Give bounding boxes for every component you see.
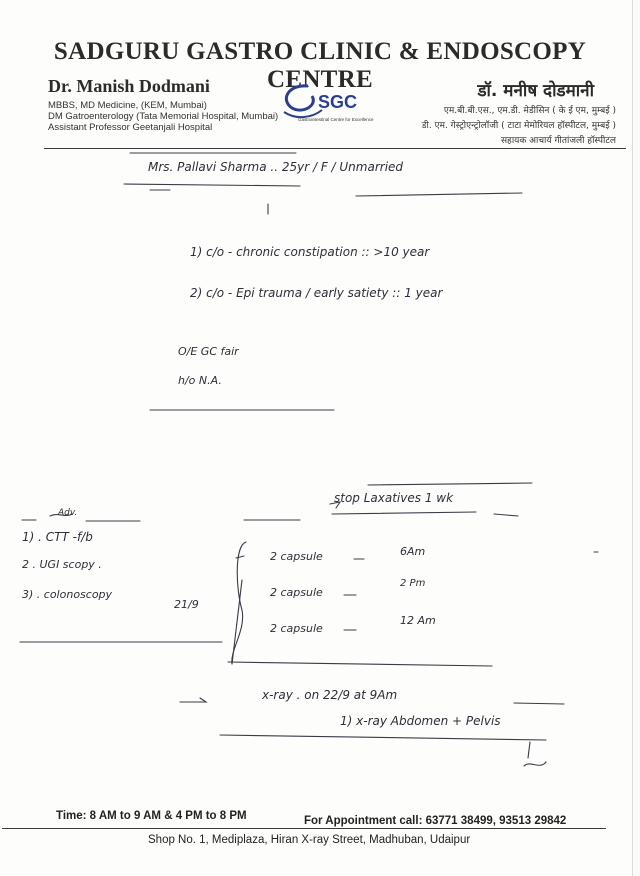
xray-detail: 1) x-ray Abdomen + Pelvis: [340, 714, 501, 728]
instruction-line: stop Laxatives 1 wk: [334, 491, 454, 505]
schedule-dose: 2 capsule: [270, 622, 323, 635]
clinic-hours: Time: 8 AM to 9 AM & 4 PM to 8 PM: [56, 810, 247, 822]
appointment-contact: For Appointment call: 63771 38499, 93513 29842: [304, 815, 567, 827]
schedule-time: 2 Pm: [400, 578, 426, 589]
footer-divider: [2, 828, 606, 829]
clinic-title: SADGURU GASTRO CLINIC & ENDOSCOPY CENTRE: [53, 38, 587, 93]
schedule-dose: 2 capsule: [270, 586, 323, 599]
complaint-line: 1) c/o - chronic constipation :: >10 year: [190, 245, 430, 259]
xray-line: x-ray . on 22/9 at 9Am: [262, 688, 398, 702]
complaint-line: 2) c/o - Epi trauma / early satiety :: 1 year: [190, 286, 443, 300]
exam-line: h/o N.A.: [178, 374, 222, 387]
test-line: 2 . UGI scopy .: [22, 558, 102, 571]
advice-title: Adv.: [58, 508, 78, 518]
doctor-name: Dr. Manish Dodmani: [48, 76, 210, 96]
logo-tagline: Gastrointestinal Centre for Excellence: [298, 117, 374, 122]
clinic-address: Shop No. 1, Mediplaza, Hiran X-ray Street, Madhuban, Udaipur: [148, 834, 471, 846]
exam-line: O/E GC fair: [178, 345, 239, 358]
doctor-name-hindi: डॉ. मनीष दोडमानी: [477, 81, 594, 101]
clinic-logo: [278, 80, 388, 126]
test-line: 1) . CTT -f/b: [22, 530, 93, 544]
test-line: 3) . colonoscopy: [22, 588, 113, 601]
patient-line: Mrs. Pallavi Sharma .. 25yr / F / Unmarried: [148, 160, 404, 174]
header-divider: [44, 148, 626, 149]
schedule-dose: 2 capsule: [270, 550, 323, 563]
qualification-line: MBBS, MD Medicine, (KEM, Mumbai): [48, 100, 207, 111]
qualification-hindi-line: एम.बी.बी.एस., एम.डी. मेडीसिन ( के ई एम, मुम्बई ): [443, 106, 616, 116]
schedule-time: 6Am: [400, 545, 426, 558]
qualification-line: Assistant Professor Geetanjali Hospital: [48, 122, 213, 133]
qualification-hindi-line: सहायक आचार्य गीतांजली हॉस्पीटल: [500, 136, 616, 146]
schedule-time: 12 Am: [400, 614, 436, 627]
logo-text: SGC: [318, 92, 358, 112]
qualification-line: DM Gatroenterology (Tata Memorial Hospital, Mumbai): [48, 111, 279, 122]
qualification-hindi-line: डी. एम. गेस्ट्रोएन्ट्रोलॉजी ( टाटा मेमोरियल हॉस्पीटल, मुम्बई ): [421, 121, 616, 131]
date-note: 21/9: [174, 598, 199, 611]
